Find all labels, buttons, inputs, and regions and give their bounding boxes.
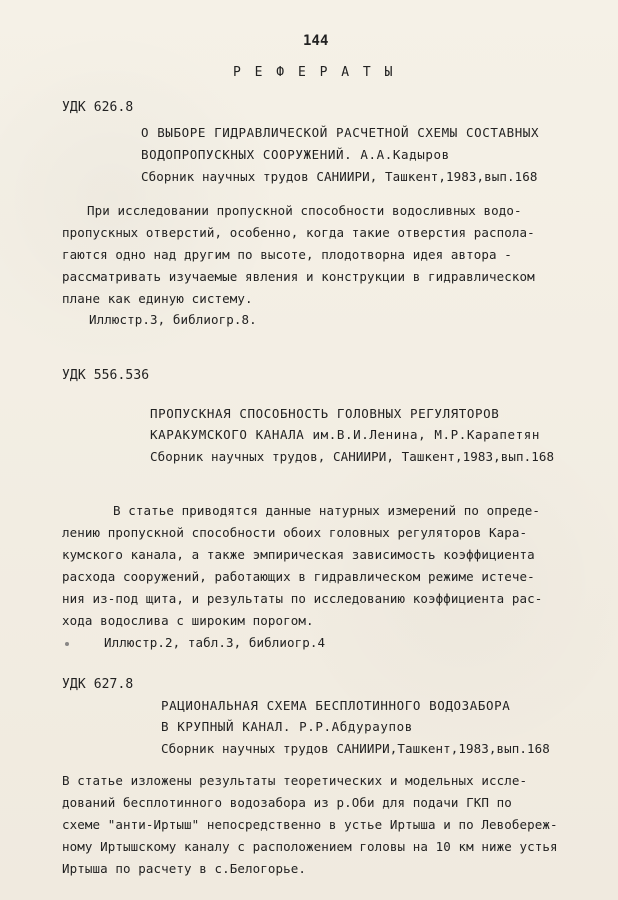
abstract-3-body-line-3: схеме "анти-Иртыш" непосредственно в устье Иртыша и по Левобереж- <box>62 817 558 832</box>
abstract-3-source: Сборник научных трудов САНИИРИ,Ташкент,1983,вып.168 <box>161 741 550 756</box>
abstract-2-body-line-3: кумского канала, а также эмпирическая зависимость коэффициента <box>62 547 535 562</box>
abstract-2-body-line-1: В статье приводятся данные натурных измерений по опреде- <box>113 503 541 518</box>
abstract-1-body-line-2: пропускных отверстий, особенно, когда такие отверстия распола- <box>62 225 535 240</box>
page-heading: Р Е Ф Е Р А Т Ы <box>233 65 396 80</box>
abstract-2-body-line-4: расхода сооружений, работающих в гидравлическом режиме истече- <box>62 569 535 584</box>
abstract-1-body-line-3: гаются одно над другим по высоте, плодотворна идея автора - <box>62 247 512 262</box>
udk-2: УДК 556.536 <box>62 368 150 383</box>
abstract-1-title-line-1: О ВЫБОРЕ ГИДРАВЛИЧЕСКОЙ РАСЧЕТНОЙ СХЕМЫ СОСТАВНЫХ <box>141 125 540 140</box>
abstract-1-body-line-4: рассматривать изучаемые явления и конструкции в гидравлическом <box>62 269 535 284</box>
abstract-1-body-line-1: При исследовании пропускной способности водосливных водо- <box>87 203 522 218</box>
abstract-2-body-line-6: хода водослива с широким порогом. <box>62 613 314 628</box>
page-dot-mark <box>65 642 69 646</box>
abstract-1-title-line-2: ВОДОПРОПУСКНЫХ СООРУЖЕНИЙ. А.А.Кадыров <box>141 147 450 162</box>
udk-1: УДК 626.8 <box>62 100 134 115</box>
abstract-2-body-line-2: лению пропускной способности обоих головных регуляторов Кара- <box>62 525 528 540</box>
abstract-3-body-line-1: В статье изложены результаты теоретических и модельных иссле- <box>62 773 528 788</box>
page-number: 144 <box>303 33 329 49</box>
abstract-3-title-line-2: В КРУПНЫЙ КАНАЛ. Р.Р.Абдураупов <box>161 719 413 734</box>
abstract-1-body-line-5: плане как единую систему. <box>62 291 253 306</box>
udk-3: УДК 627.8 <box>62 677 134 692</box>
abstract-3-body-line-5: Иртыша по расчету в с.Белогорье. <box>62 861 307 876</box>
abstract-2-title-line-2: КАРАКУМСКОГО КАНАЛА им.В.И.Ленина, М.Р.Карапетян <box>150 427 541 442</box>
abstract-3-title-line-1: РАЦИОНАЛЬНАЯ СХЕМА БЕСПЛОТИННОГО ВОДОЗАБОРА <box>161 698 511 713</box>
abstract-2-source: Сборник научных трудов, САНИИРИ, Ташкент,1983,вып.168 <box>150 449 555 464</box>
abstract-3-body-line-4: ному Иртышскому каналу с расположением головы на 10 км ниже устья <box>62 839 558 854</box>
abstract-2-body-line-5: ния из-под щита, и результаты по исследованию коэффициента рас- <box>62 591 543 606</box>
abstract-1-source: Сборник научных трудов САНИИРИ, Ташкент,1983,вып.168 <box>141 169 538 184</box>
abstract-2-illustrations: Иллюстр.2, табл.3, библиогр.4 <box>104 635 326 650</box>
abstract-2-title-line-1: ПРОПУСКНАЯ СПОСОБНОСТЬ ГОЛОВНЫХ РЕГУЛЯТОРОВ <box>150 406 500 421</box>
abstract-1-illustrations: Иллюстр.3, библиогр.8. <box>89 312 257 327</box>
abstract-3-body-line-2: дований бесплотинного водозабора из р.Оби для подачи ГКП по <box>62 795 512 810</box>
